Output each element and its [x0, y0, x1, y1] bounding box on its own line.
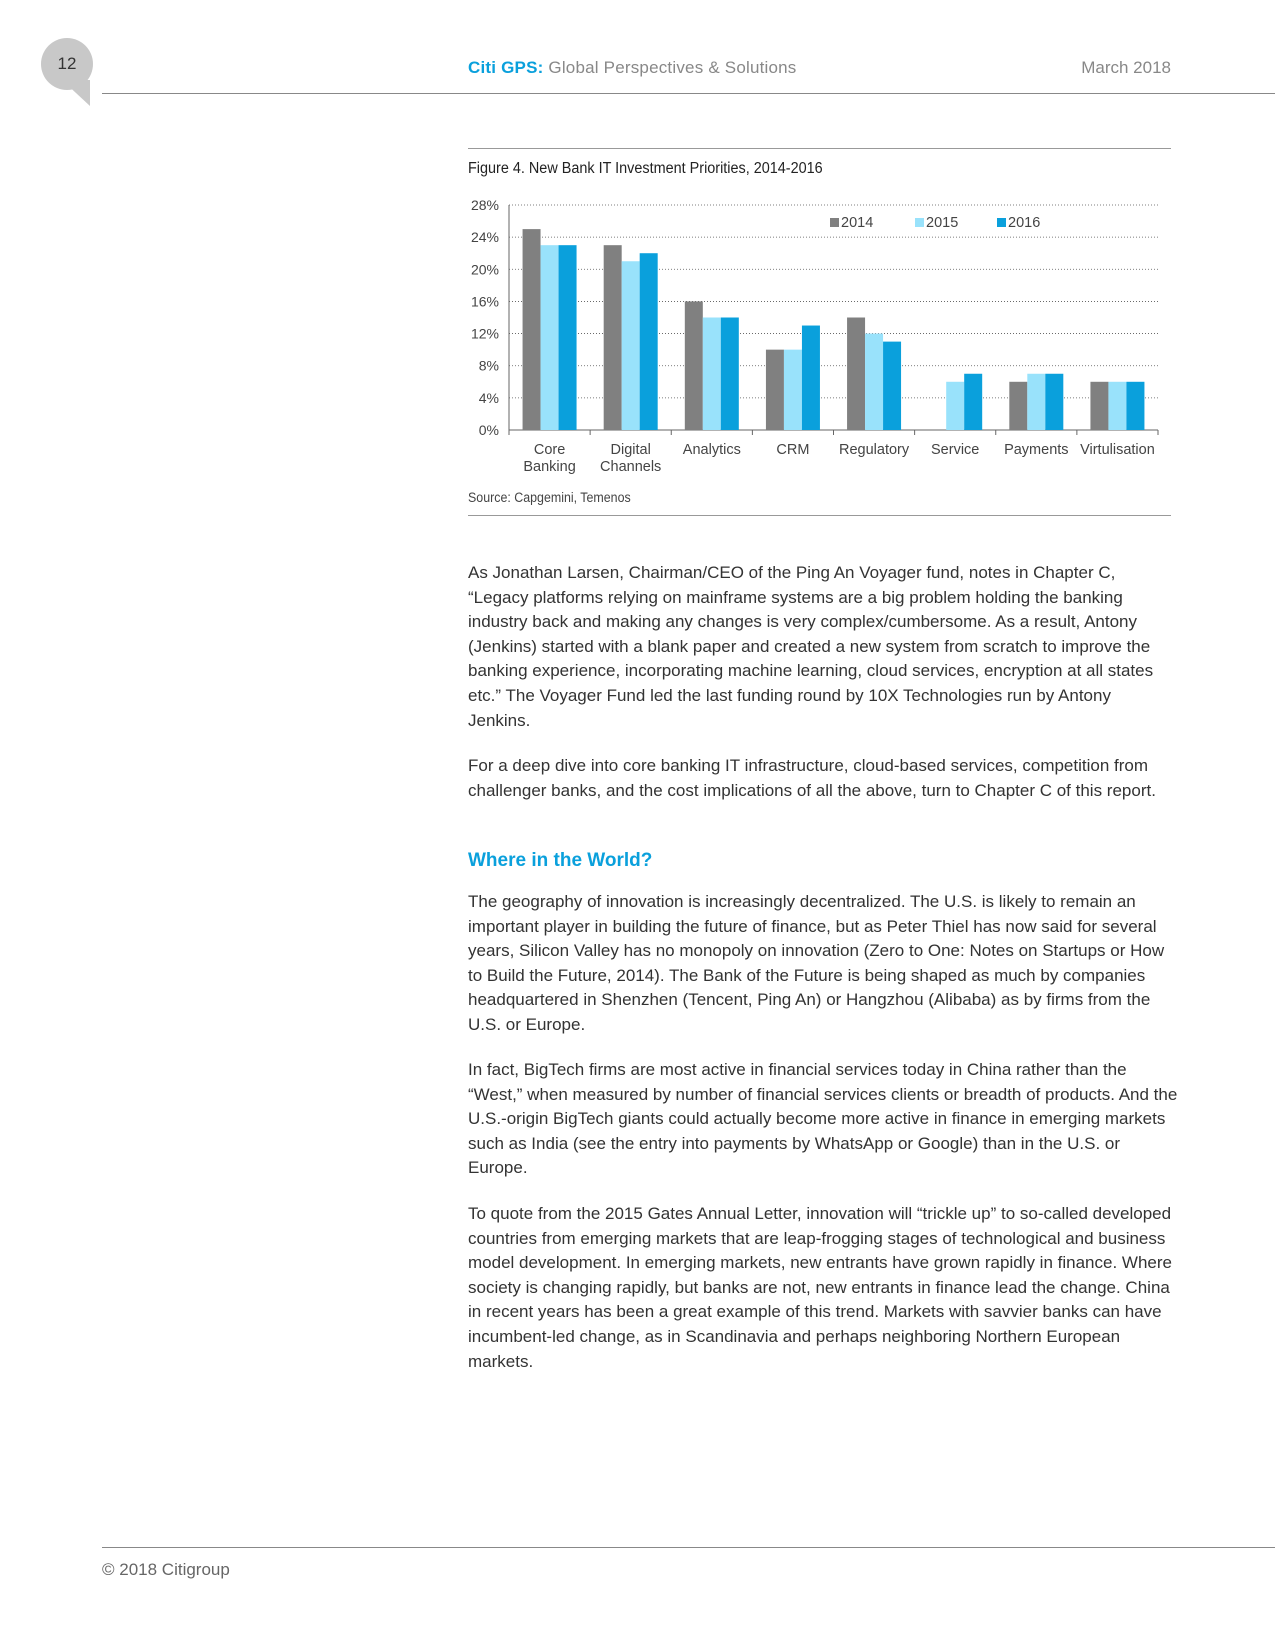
x-tick-label: Digital	[610, 442, 651, 458]
legend-label: 2015	[926, 215, 959, 231]
bar-2015	[1108, 382, 1126, 430]
header-brand	[468, 58, 797, 78]
x-tick-label: Core	[533, 442, 566, 458]
y-tick-label: 16%	[470, 293, 499, 310]
bar-2016	[883, 342, 901, 430]
bar-2016	[964, 374, 982, 430]
bar-2014	[604, 245, 622, 430]
bar-2015	[865, 334, 883, 430]
x-tick-label: Banking	[523, 459, 576, 475]
y-tick-label: 8%	[478, 357, 499, 374]
y-tick-label: 12%	[470, 325, 499, 342]
y-tick-label: 4%	[478, 389, 499, 406]
bar-2014	[847, 318, 865, 431]
section-heading: Where in the World?	[468, 850, 653, 871]
paragraph-4: In fact, BigTech firms are most active in financial services today in China rather than the “West,” when measured by number of financial services clients or breadth of products. And the U.S.-origin BigTech giants could actually become more active in finance in emerging markets such as India (see the entry into payments by WhatsApp or Google) than in the U.S. or Europe.	[468, 1060, 1178, 1178]
bar-2016	[721, 318, 739, 431]
y-tick-label: 28%	[470, 197, 499, 213]
x-tick-label: Service	[931, 442, 980, 458]
brand-name: Citi GPS:	[468, 58, 544, 77]
legend-swatch-2015	[915, 218, 924, 227]
bar-2015	[541, 245, 559, 430]
x-tick-label: Analytics	[682, 442, 741, 458]
figure-source: Source: Capgemini, Temenos	[468, 490, 631, 505]
bar-2016	[559, 245, 577, 430]
page-number-badge	[41, 38, 93, 90]
figure-title: Figure 4. New Bank IT Investment Priorities, 2014-2016	[468, 160, 823, 177]
bar-2015	[1027, 374, 1045, 430]
bar-2014	[1009, 382, 1027, 430]
x-tick-label: CRM	[776, 442, 810, 458]
bar-chart	[460, 190, 1160, 475]
bar-2014	[523, 229, 541, 430]
legend-label: 2014	[841, 215, 874, 231]
page-number: 12	[57, 54, 77, 73]
paragraph-3: The geography of innovation is increasingly decentralized. The U.S. is likely to remain an important player in building the future of finance, but as Peter Thiel has now said for several years, Silicon Valley has no monopoly on innovation (Zero to One: Notes on Startups or How to Build the Future, 2014). The Bank of the Future is being shaped as much by companies headquartered in Shenzhen (Tencent, Ping An) or Hangzhou (Alibaba) as by firms from the U.S. or Europe.	[468, 892, 1165, 1034]
paragraph-1: As Jonathan Larsen, Chairman/CEO of the Ping An Voyager fund, notes in Chapter C, “Legacy platforms relying on mainframe systems are a big problem holding the banking industry back and making any changes is very complex/cumbersome. As a result, Antony (Jenkins) started with a blank paper and created a new system from scratch to improve the banking experience, incorporating machine learning, cloud services, encryption at all states etc.” The Voyager Fund led the last funding round by 10X Technologies run by Antony Jenkins.	[468, 563, 1154, 730]
bar-2014	[1090, 382, 1108, 430]
x-tick-label: Channels	[600, 459, 662, 475]
paragraph-5: To quote from the 2015 Gates Annual Letter, innovation will “trickle up” to so-called developed countries from emerging markets that are leap-frogging stages of technological and business model development. In emerging markets, new entrants have grown rapidly in finance. Where society is changing rapidly, but banks are not, new entrants in finance lead the change. China in recent years has been a great example of this trend. Markets with savvier banks can have incumbent-led change, as in Scandinavia and perhaps neighboring Northern European markets.	[468, 1204, 1172, 1371]
figure-bottom-rule	[468, 515, 1171, 516]
x-tick-label: Payments	[1004, 442, 1069, 458]
legend-swatch-2016	[997, 218, 1006, 227]
bar-2016	[1045, 374, 1063, 430]
bar-2015	[946, 382, 964, 430]
legend-label: 2016	[1008, 215, 1041, 231]
footer-divider	[102, 1547, 1275, 1548]
bar-2015	[703, 318, 721, 431]
bar-2016	[802, 326, 820, 430]
x-tick-label: Virtulisation	[1080, 442, 1155, 458]
legend-swatch-2014	[830, 218, 839, 227]
header-date: March 2018	[1081, 58, 1171, 77]
bar-2014	[766, 350, 784, 430]
footer-copyright: © 2018 Citigroup	[102, 1560, 230, 1579]
bar-2016	[1126, 382, 1144, 430]
bar-2014	[685, 301, 703, 430]
y-tick-label: 24%	[470, 229, 499, 246]
header-divider	[102, 93, 1275, 94]
figure-top-rule	[468, 148, 1171, 149]
brand-tagline: Global Perspectives & Solutions	[543, 58, 797, 77]
x-tick-label: Regulatory	[839, 442, 910, 458]
bar-2015	[784, 350, 802, 430]
bar-2015	[622, 261, 640, 430]
paragraph-2: For a deep dive into core banking IT infrastructure, cloud-based services, competition from challenger banks, and the cost implications of all the above, turn to Chapter C of this report.	[468, 756, 1156, 800]
y-tick-label: 20%	[470, 261, 499, 278]
bar-2016	[640, 253, 658, 430]
y-tick-label: 0%	[478, 422, 499, 438]
